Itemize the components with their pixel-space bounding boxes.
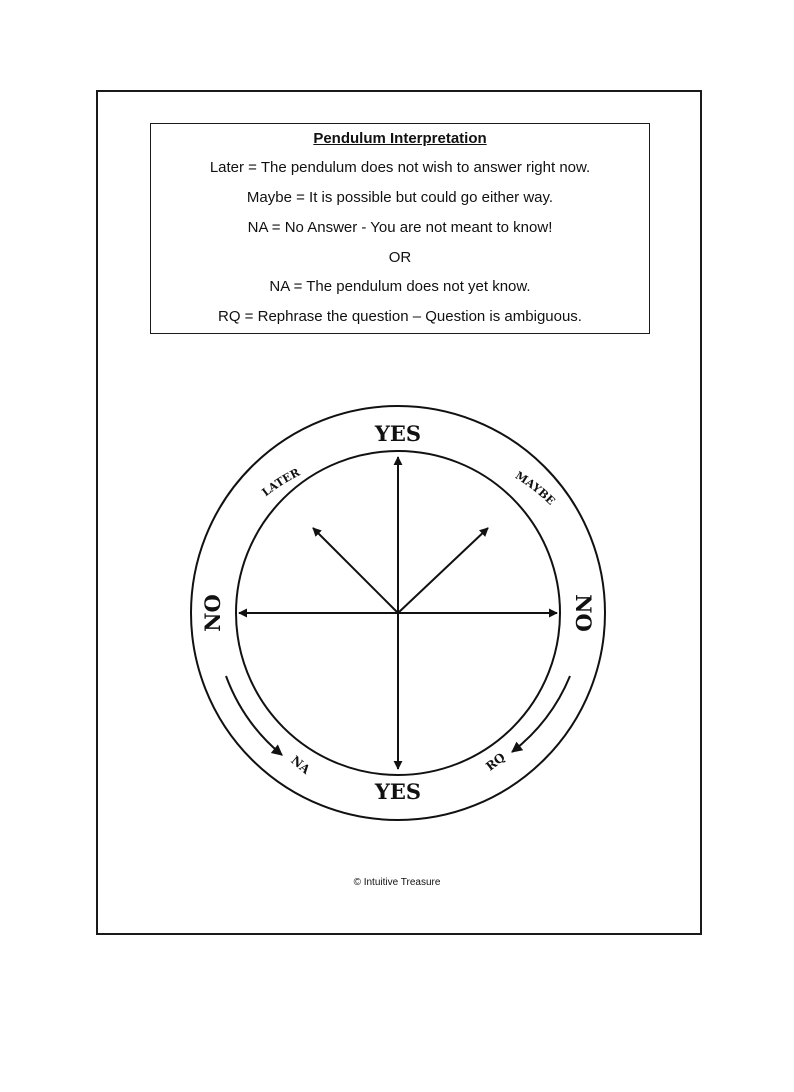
legend-line-later: Later = The pendulum does not wish to answer right now. <box>209 159 591 176</box>
arrow-upper-right <box>398 528 488 613</box>
label-yes-top: YES <box>374 421 422 446</box>
label-later: LATER <box>259 465 302 500</box>
legend-line-na-alt: NA = The pendulum does not yet know. <box>269 278 531 295</box>
label-no-left: NO <box>200 594 225 632</box>
label-no-right: NO <box>571 594 596 632</box>
legend-title: Pendulum Interpretation <box>313 130 487 147</box>
legend-line-na: NA = No Answer - You are not meant to know! <box>247 219 553 236</box>
arrow-upper-left <box>313 528 398 613</box>
label-yes-bottom: YES <box>374 779 422 804</box>
legend-line-maybe: Maybe = It is possible but could go either way. <box>246 189 554 206</box>
label-na: NA <box>288 753 313 777</box>
legend-line-or: OR <box>388 249 412 266</box>
label-rq: RQ <box>483 750 508 774</box>
copyright-credit: © Intuitive Treasure <box>353 877 441 888</box>
label-maybe: MAYBE <box>512 468 558 508</box>
legend-line-rq: RQ = Rephrase the question – Question is ambiguous. <box>218 308 582 325</box>
